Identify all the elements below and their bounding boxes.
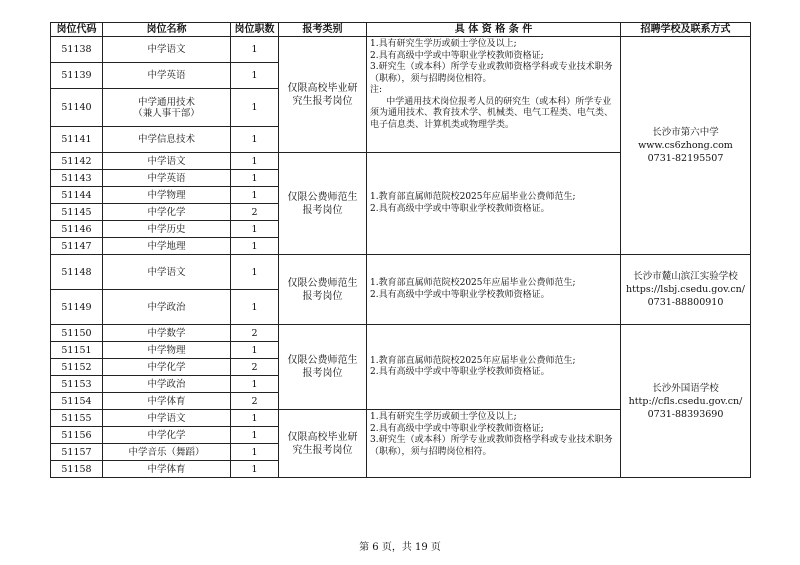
school-contact: [621, 37, 751, 255]
condition-line: 注:: [370, 85, 383, 95]
position-name: [103, 359, 231, 376]
position-code: 51149: [51, 290, 103, 325]
apply-category: 仅限公费师范生报考岗位: [279, 255, 367, 325]
apply-category: 仅限公费师范生报考岗位: [279, 153, 367, 255]
qualification-conditions: [367, 255, 621, 325]
position-name-line: 中学政治: [147, 378, 186, 390]
position-name-line: 中学体育: [147, 395, 186, 407]
position-name-line: 中学英语: [147, 172, 186, 184]
school-website: http://cfls.csedu.gov.cn/: [628, 395, 743, 407]
position-count: 1: [231, 127, 279, 153]
school-phone: 0731-82195507: [647, 153, 724, 164]
position-count: 1: [231, 410, 279, 427]
condition-line: 2.具有高级中学或中等职业学校教师资格证。: [370, 203, 550, 214]
position-count: 1: [231, 221, 279, 238]
position-name-line: 中学物理: [147, 344, 186, 356]
header-row: [51, 23, 751, 37]
condition-line: 2.具有高级中学或中等职业学校教师资格证。: [370, 289, 550, 300]
position-count: 1: [231, 238, 279, 255]
position-name-line: 中学体育: [147, 463, 186, 475]
position-count: 1: [231, 37, 279, 63]
position-name-line: 中学化学: [147, 361, 186, 373]
table-row: [51, 37, 751, 63]
table-body: [51, 37, 751, 478]
position-count: 1: [231, 427, 279, 444]
position-count: 1: [231, 376, 279, 393]
qualification-conditions: [367, 410, 621, 478]
position-code: 51144: [51, 187, 103, 204]
condition-line: 中学通用技术岗位报考人员的研究生（或本科）所学专业须为通用技术、教育技术学、机械类、电气工程类、电气类、电子信息类、计算机类或物理学类。: [370, 96, 614, 130]
position-name-line: 中学政治: [147, 301, 186, 313]
condition-line: 1.具有研究生学历或硕士学位及以上;: [370, 412, 517, 422]
recruitment-table: [50, 22, 751, 478]
position-name-line: 中学信息技术: [137, 134, 195, 145]
position-code: 51158: [51, 461, 103, 478]
position-count: 1: [231, 290, 279, 325]
position-count: 1: [231, 170, 279, 187]
position-name: [103, 170, 231, 187]
condition-line: 1.教育部直属师范院校2025年应届毕业公费师范生;: [370, 192, 576, 202]
position-name: [103, 238, 231, 255]
position-name-line: 中学通用技术: [137, 96, 195, 108]
position-name-line: 中学语文: [147, 412, 186, 424]
position-name: [103, 37, 231, 63]
condition-line: 2.具有高级中学或中等职业学校教师资格证;: [370, 423, 544, 434]
position-code: 51150: [51, 325, 103, 342]
position-count: 1: [231, 187, 279, 204]
header-name: 岗位名称: [103, 23, 231, 37]
position-name: [103, 255, 231, 290]
position-name: [103, 444, 231, 461]
school-contact: [621, 325, 751, 478]
school-contact: [621, 255, 751, 325]
position-name-line: 中学地理: [147, 240, 186, 252]
position-name: [103, 376, 231, 393]
apply-category: 仅限高校毕业研究生报考岗位: [279, 410, 367, 478]
position-count: 1: [231, 63, 279, 89]
position-name: [103, 153, 231, 170]
position-count: 2: [231, 393, 279, 410]
position-name: [103, 461, 231, 478]
position-name: [103, 290, 231, 325]
school-website: www.cs6zhong.com: [638, 140, 733, 151]
position-name: [103, 410, 231, 427]
qualification-conditions: [367, 37, 621, 153]
position-count: 2: [231, 204, 279, 221]
position-count: 2: [231, 359, 279, 376]
qualification-conditions: [367, 325, 621, 410]
header-category: 报考类别: [279, 23, 367, 37]
position-code: 51146: [51, 221, 103, 238]
position-code: 51142: [51, 153, 103, 170]
condition-line: 2.具有高级中学或中等职业学校教师资格证;: [370, 50, 544, 61]
header-school: 招聘学校及联系方式: [621, 23, 751, 37]
position-name: [103, 427, 231, 444]
apply-category: 仅限公费师范生报考岗位: [279, 325, 367, 410]
position-name-line: 中学英语: [147, 70, 186, 81]
position-code: 51154: [51, 393, 103, 410]
position-count: 1: [231, 153, 279, 170]
school-website: https://lsbj.csedu.gov.cn/: [625, 284, 745, 295]
position-name: [103, 187, 231, 204]
position-name-line: 中学历史: [147, 223, 186, 235]
position-code: 51145: [51, 204, 103, 221]
apply-category: 仅限高校毕业研究生报考岗位: [279, 37, 367, 153]
position-count: 1: [231, 444, 279, 461]
condition-line: 1.教育部直属师范院校2025年应届毕业公费师范生;: [370, 355, 576, 366]
school-name: 长沙外国语学校: [652, 382, 719, 394]
position-name-line: 中学语文: [147, 266, 186, 278]
position-name: [103, 204, 231, 221]
school-phone: 0731-88800910: [647, 297, 724, 308]
position-code: 51140: [51, 89, 103, 127]
position-name: [103, 325, 231, 342]
position-code: 51155: [51, 410, 103, 427]
position-name: [103, 63, 231, 89]
position-count: 1: [231, 89, 279, 127]
position-code: 51151: [51, 342, 103, 359]
position-code: 51147: [51, 238, 103, 255]
header-count: 岗位职数: [231, 23, 279, 37]
position-code: 51156: [51, 427, 103, 444]
qualification-conditions: [367, 153, 621, 255]
condition-line: 2.具有高级中学或中等职业学校教师资格证。: [370, 367, 550, 377]
position-name: [103, 393, 231, 410]
condition-line: 3.研究生（或本科）所学专业或教师资格学科或专业技术职务（职称），须与招聘岗位相符。: [370, 435, 613, 457]
position-name: [103, 89, 231, 127]
condition-line: 1.具有研究生学历或硕士学位及以上;: [370, 39, 517, 49]
school-phone: 0731-88393690: [647, 408, 724, 420]
position-code: 51157: [51, 444, 103, 461]
position-code: 51153: [51, 376, 103, 393]
position-code: 51141: [51, 127, 103, 153]
position-name: [103, 127, 231, 153]
header-conditions: 具 体 资 格 条 件: [367, 23, 621, 37]
position-code: 51152: [51, 359, 103, 376]
position-name-line: 中学化学: [147, 429, 186, 441]
position-count: 2: [231, 325, 279, 342]
header-code: 岗位代码: [51, 23, 103, 37]
position-code: 51143: [51, 170, 103, 187]
position-name-line: 中学化学: [147, 206, 186, 218]
position-count: 1: [231, 461, 279, 478]
position-name-line: 中学数学: [147, 327, 186, 339]
position-name: [103, 221, 231, 238]
position-code: 51138: [51, 37, 103, 63]
position-name-line: 中学音乐（舞蹈）: [128, 446, 205, 458]
position-name-line: （兼人事干部）: [133, 107, 200, 119]
position-code: 51148: [51, 255, 103, 290]
page-footer: 第 6 页，共 19 页: [359, 542, 441, 553]
position-code: 51139: [51, 63, 103, 89]
condition-line: 3.研究生（或本科）所学专业或教师资格学科或专业技术职务（职称），须与招聘岗位相符。: [370, 62, 613, 84]
school-name: 长沙市第六中学: [652, 127, 719, 138]
position-name-line: 中学语文: [147, 155, 186, 167]
position-name-line: 中学物理: [147, 189, 186, 201]
position-count: 1: [231, 255, 279, 290]
position-name: [103, 342, 231, 359]
position-name-line: 中学语文: [147, 44, 186, 55]
position-count: 1: [231, 342, 279, 359]
condition-line: 1.教育部直属师范院校2025年应届毕业公费师范生;: [370, 278, 576, 288]
school-name: 长沙市麓山滨江实验学校: [633, 271, 738, 282]
table-row: [51, 255, 751, 290]
table-row: [51, 325, 751, 342]
